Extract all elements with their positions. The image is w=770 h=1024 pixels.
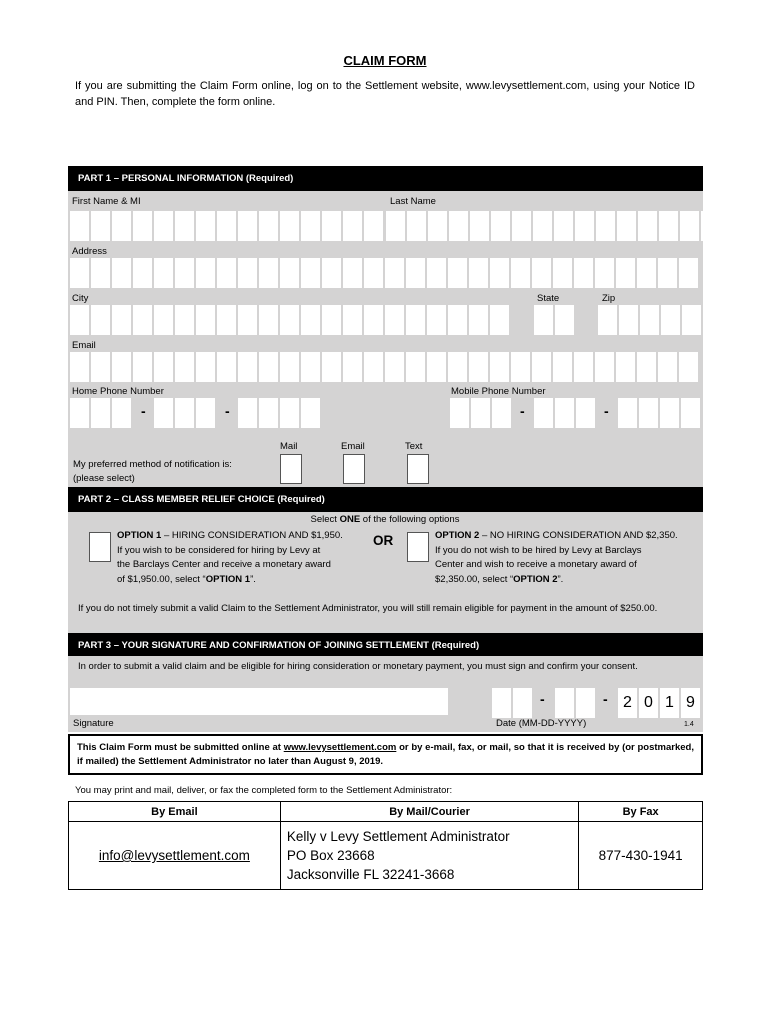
- character-box[interactable]: [640, 305, 659, 335]
- character-box[interactable]: [133, 258, 152, 288]
- character-box[interactable]: [238, 258, 257, 288]
- character-box[interactable]: [154, 211, 173, 241]
- character-box[interactable]: [385, 352, 404, 382]
- character-box[interactable]: [280, 398, 299, 428]
- home-phone-dash: -: [141, 403, 146, 419]
- character-box[interactable]: [658, 352, 677, 382]
- email-option-label: Email: [341, 441, 365, 452]
- state-label: State: [537, 293, 560, 304]
- signature-field[interactable]: [70, 688, 448, 715]
- date-dash: -: [540, 691, 545, 707]
- table-header-email: By Email: [69, 802, 281, 822]
- character-box[interactable]: [616, 352, 635, 382]
- character-box[interactable]: [70, 258, 89, 288]
- date-label: Date (MM-DD-YYYY): [496, 718, 587, 729]
- part3-instruction: In order to submit a valid claim and be eligible for hiring consideration or monetary payment, you must sign and confirm your consent.: [78, 661, 638, 672]
- character-box[interactable]: [658, 258, 677, 288]
- character-box[interactable]: [322, 211, 341, 241]
- email-cell: [69, 822, 281, 890]
- character-box[interactable]: [322, 352, 341, 382]
- date-dash: -: [603, 691, 608, 707]
- character-box[interactable]: [406, 352, 425, 382]
- character-box[interactable]: [343, 258, 362, 288]
- character-box[interactable]: [91, 398, 110, 428]
- character-box[interactable]: [364, 352, 383, 382]
- email-checkbox[interactable]: [343, 454, 365, 484]
- notification-label: My preferred method of notification is:: [73, 459, 232, 470]
- character-box[interactable]: [343, 211, 362, 241]
- character-box[interactable]: [469, 352, 488, 382]
- character-box[interactable]: [385, 305, 404, 335]
- character-box[interactable]: [133, 211, 152, 241]
- character-box[interactable]: [70, 211, 89, 241]
- mail-checkbox[interactable]: [280, 454, 302, 484]
- character-box[interactable]: [553, 352, 572, 382]
- signature-label: Signature: [73, 718, 114, 729]
- select-instruction: Select ONE of the following options: [310, 514, 460, 525]
- city-field[interactable]: [70, 305, 509, 335]
- character-box[interactable]: [661, 305, 680, 335]
- option1-checkbox[interactable]: [89, 532, 111, 562]
- character-box[interactable]: [555, 398, 574, 428]
- mail-line: PO Box 23668: [286, 848, 375, 863]
- character-box[interactable]: [133, 305, 152, 335]
- character-box[interactable]: [259, 398, 278, 428]
- character-box[interactable]: [491, 211, 510, 241]
- character-box[interactable]: [555, 305, 574, 335]
- character-box[interactable]: [112, 398, 131, 428]
- character-box[interactable]: [534, 398, 553, 428]
- part1-header: PART 1 – PERSONAL INFORMATION (Required): [68, 166, 703, 191]
- mobile-phone-dash: -: [520, 403, 525, 419]
- home-phone-area[interactable]: [70, 398, 131, 428]
- submission-notice: This Claim Form must be submitted online at www.levysettlement.com or by e-mail, fax, or mail, so that it is received by (or postmarked, if mailed) the Settlement Administrator no later than August 9, 2019.: [68, 734, 703, 775]
- character-box[interactable]: [217, 352, 236, 382]
- character-box[interactable]: [469, 258, 488, 288]
- character-box[interactable]: [575, 211, 594, 241]
- character-box[interactable]: [513, 688, 532, 718]
- character-box[interactable]: [534, 305, 553, 335]
- part3-header: PART 3 – YOUR SIGNATURE AND CONFIRMATION OF JOINING SETTLEMENT (Required): [68, 633, 703, 658]
- character-box[interactable]: [532, 352, 551, 382]
- character-box[interactable]: [259, 258, 278, 288]
- character-box[interactable]: [619, 305, 638, 335]
- mobile-phone-dash: -: [604, 403, 609, 419]
- year-digit: 9: [681, 688, 700, 718]
- character-box[interactable]: [512, 211, 531, 241]
- character-box[interactable]: [471, 398, 490, 428]
- character-box[interactable]: [175, 352, 194, 382]
- character-box[interactable]: [637, 258, 656, 288]
- character-box[interactable]: [112, 258, 131, 288]
- home-phone-label: Home Phone Number: [72, 386, 164, 397]
- character-box[interactable]: [660, 398, 679, 428]
- year-digit: 2: [618, 688, 637, 718]
- character-box[interactable]: [576, 398, 595, 428]
- character-box[interactable]: [639, 398, 658, 428]
- mobile-phone-area[interactable]: [450, 398, 511, 428]
- character-box[interactable]: [616, 258, 635, 288]
- character-box[interactable]: [470, 211, 489, 241]
- character-box[interactable]: [301, 398, 320, 428]
- character-box[interactable]: [259, 211, 278, 241]
- home-phone-dash: -: [225, 403, 230, 419]
- notification-sublabel: (please select): [73, 473, 135, 484]
- character-box[interactable]: [427, 258, 446, 288]
- intro-text: If you are submitting the Claim Form online, log on to the Settlement website, www.levysettlement.com, using your Notice ID and PIN. Then, complete the form online.: [75, 80, 695, 108]
- character-box[interactable]: [448, 258, 467, 288]
- character-box[interactable]: [196, 398, 215, 428]
- character-box[interactable]: [595, 352, 614, 382]
- character-box[interactable]: [659, 211, 678, 241]
- character-box[interactable]: [154, 305, 173, 335]
- website-link[interactable]: www.levysettlement.com: [283, 742, 397, 753]
- character-box[interactable]: [427, 305, 446, 335]
- zip-field[interactable]: [598, 305, 701, 335]
- character-box[interactable]: [701, 211, 720, 241]
- email-field[interactable]: [70, 352, 698, 382]
- mail-option-label: Mail: [280, 441, 298, 452]
- character-box[interactable]: [301, 352, 320, 382]
- character-box[interactable]: [196, 211, 215, 241]
- character-box[interactable]: [682, 305, 701, 335]
- character-box[interactable]: [511, 258, 530, 288]
- mobile-phone-label: Mobile Phone Number: [451, 386, 546, 397]
- date-year[interactable]: [618, 688, 700, 718]
- character-box[interactable]: [490, 258, 509, 288]
- character-box[interactable]: [112, 305, 131, 335]
- year-digit: 1: [660, 688, 679, 718]
- home-phone-prefix[interactable]: [154, 398, 215, 428]
- character-box[interactable]: [574, 258, 593, 288]
- email-link[interactable]: info@levysettlement.com: [98, 848, 250, 863]
- character-box[interactable]: [554, 211, 573, 241]
- page-title: CLAIM FORM: [343, 53, 427, 68]
- character-box[interactable]: [175, 258, 194, 288]
- date-month[interactable]: [492, 688, 532, 718]
- city-label: City: [72, 293, 89, 304]
- character-box[interactable]: [364, 305, 383, 335]
- character-box[interactable]: [407, 211, 426, 241]
- state-field[interactable]: [534, 305, 574, 335]
- character-box[interactable]: [595, 258, 614, 288]
- character-box[interactable]: [322, 305, 341, 335]
- text-option-label: Text: [405, 441, 423, 452]
- character-box[interactable]: [91, 258, 110, 288]
- character-box[interactable]: [175, 305, 194, 335]
- character-box[interactable]: [364, 211, 383, 241]
- character-box[interactable]: [617, 211, 636, 241]
- character-box[interactable]: [196, 305, 215, 335]
- mobile-phone-line[interactable]: [618, 398, 700, 428]
- character-box[interactable]: [679, 258, 698, 288]
- character-box[interactable]: [238, 305, 257, 335]
- character-box[interactable]: [196, 258, 215, 288]
- mail-line: Kelly v Levy Settlement Administrator: [286, 829, 510, 844]
- character-box[interactable]: [259, 305, 278, 335]
- character-box[interactable]: [490, 352, 509, 382]
- character-box[interactable]: [154, 398, 173, 428]
- character-box[interactable]: [91, 352, 110, 382]
- mail-line: Jacksonville FL 32241-3668: [286, 867, 455, 882]
- character-box[interactable]: [492, 688, 511, 718]
- character-box[interactable]: [427, 352, 446, 382]
- character-box[interactable]: [448, 352, 467, 382]
- table-header-mail: By Mail/Courier: [280, 802, 578, 822]
- year-digit: 0: [639, 688, 658, 718]
- fax-cell: 877-430-1941: [579, 822, 703, 890]
- character-box[interactable]: [301, 258, 320, 288]
- first-name-field[interactable]: [70, 211, 383, 241]
- option1-text: OPTION 1 – HIRING CONSIDERATION AND $1,950. If you wish to be considered for hiring by Levy at the Barclays Center and receive a monetary award of $1,950.00, select “OPTION 1”.: [117, 530, 343, 585]
- character-box[interactable]: [217, 258, 236, 288]
- character-box[interactable]: [385, 258, 404, 288]
- character-box[interactable]: [70, 398, 89, 428]
- table-header-fax: By Fax: [579, 802, 703, 822]
- character-box[interactable]: [450, 398, 469, 428]
- character-box[interactable]: [91, 305, 110, 335]
- character-box[interactable]: [91, 211, 110, 241]
- character-box[interactable]: [217, 211, 236, 241]
- character-box[interactable]: [343, 305, 362, 335]
- character-box[interactable]: [679, 352, 698, 382]
- character-box[interactable]: [680, 211, 699, 241]
- character-box[interactable]: [238, 398, 257, 428]
- character-box[interactable]: [406, 258, 425, 288]
- first-name-label: First Name & MI: [72, 196, 141, 207]
- character-box[interactable]: [598, 305, 617, 335]
- character-box[interactable]: [301, 211, 320, 241]
- character-box[interactable]: [343, 352, 362, 382]
- character-box[interactable]: [448, 305, 467, 335]
- character-box[interactable]: [112, 211, 131, 241]
- text-checkbox[interactable]: [407, 454, 429, 484]
- character-box[interactable]: [428, 211, 447, 241]
- character-box[interactable]: [238, 352, 257, 382]
- character-box[interactable]: [322, 258, 341, 288]
- character-box[interactable]: [638, 211, 657, 241]
- mobile-phone-prefix[interactable]: [534, 398, 595, 428]
- option2-checkbox[interactable]: [407, 532, 429, 562]
- character-box[interactable]: [492, 398, 511, 428]
- character-box[interactable]: [406, 305, 425, 335]
- character-box[interactable]: [133, 352, 152, 382]
- character-box[interactable]: [618, 398, 637, 428]
- character-box[interactable]: [217, 305, 236, 335]
- character-box[interactable]: [490, 305, 509, 335]
- character-box[interactable]: [280, 211, 299, 241]
- character-box[interactable]: [574, 352, 593, 382]
- version-label: 1.4: [684, 721, 694, 728]
- character-box[interactable]: [386, 211, 405, 241]
- character-box[interactable]: [469, 305, 488, 335]
- character-box[interactable]: [196, 352, 215, 382]
- fallback-text: If you do not timely submit a valid Claim to the Settlement Administrator, you will still remain eligible for payment in the amount of $250.00.: [78, 603, 658, 614]
- character-box[interactable]: [449, 211, 468, 241]
- character-box[interactable]: [280, 305, 299, 335]
- character-box[interactable]: [681, 398, 700, 428]
- character-box[interactable]: [532, 258, 551, 288]
- character-box[interactable]: [259, 352, 278, 382]
- mail-cell: [280, 822, 578, 890]
- address-label: Address: [72, 246, 107, 257]
- character-box[interactable]: [238, 211, 257, 241]
- last-name-label: Last Name: [390, 196, 436, 207]
- character-box[interactable]: [175, 398, 194, 428]
- character-box[interactable]: [70, 305, 89, 335]
- address-field[interactable]: [70, 258, 698, 288]
- print-instruction: You may print and mail, deliver, or fax the completed form to the Settlement Administrator:: [75, 785, 453, 796]
- character-box[interactable]: [511, 352, 530, 382]
- date-day[interactable]: [555, 688, 595, 718]
- zip-label: Zip: [602, 293, 616, 304]
- character-box[interactable]: [555, 688, 574, 718]
- last-name-field[interactable]: [386, 211, 720, 241]
- character-box[interactable]: [364, 258, 383, 288]
- character-box[interactable]: [596, 211, 615, 241]
- part2-header: PART 2 – CLASS MEMBER RELIEF CHOICE (Required): [68, 487, 703, 512]
- character-box[interactable]: [112, 352, 131, 382]
- character-box[interactable]: [175, 211, 194, 241]
- character-box[interactable]: [553, 258, 572, 288]
- character-box[interactable]: [154, 352, 173, 382]
- character-box[interactable]: [154, 258, 173, 288]
- character-box[interactable]: [280, 258, 299, 288]
- character-box[interactable]: [301, 305, 320, 335]
- character-box[interactable]: [70, 352, 89, 382]
- contact-table: [68, 801, 703, 890]
- home-phone-line[interactable]: [238, 398, 320, 428]
- or-label: OR: [373, 533, 394, 548]
- character-box[interactable]: [637, 352, 656, 382]
- email-label: Email: [72, 340, 96, 351]
- character-box[interactable]: [533, 211, 552, 241]
- character-box[interactable]: [576, 688, 595, 718]
- character-box[interactable]: [280, 352, 299, 382]
- option2-text: OPTION 2 – NO HIRING CONSIDERATION AND $2,350. If you do not wish to be hired by Levy at Barclays Center and wish to receive a monetary award of $2,350.00, select “OPTION 2”.: [435, 530, 678, 585]
